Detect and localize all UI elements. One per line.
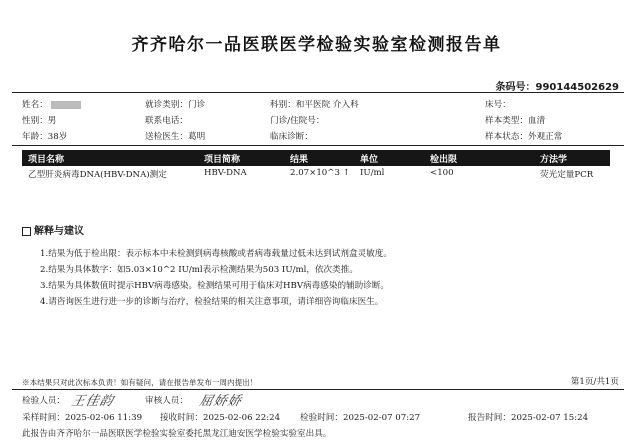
report-time-field <box>468 411 588 423</box>
admission-number-field <box>270 114 324 126</box>
cell-item-name: 乙型肝炎病毒DNA(HBV-DNA)测定 <box>28 170 167 180</box>
bed-field <box>485 98 511 110</box>
gender-field <box>22 114 56 126</box>
receive-time: 2025-02-06 22:24 <box>202 413 281 423</box>
issuer-note: 此报告由齐齐哈尔一品医联医学检验实验室委托黑龙江迪安医学检验实验室出具。 <box>22 429 332 439</box>
barcode-value: 990144502629 <box>535 82 619 93</box>
collect-time-field <box>22 411 142 423</box>
cell-result: 2.07×10^3 ↑ <box>290 168 350 178</box>
report-label: 报告时间： <box>468 413 511 423</box>
note-item: 1.结果为低于检出限：表示标本中未检测到病毒核酸或者病毒载量过低未达到试剂盒灵敏度。 <box>40 249 392 259</box>
reviewer-label: 审核人员： <box>145 396 188 406</box>
info-divider <box>12 145 624 146</box>
sample-status-field <box>485 130 562 142</box>
cell-method: 荧光定量PCR <box>540 170 594 180</box>
age-value: 38岁 <box>47 132 68 142</box>
diagnosis-label: 临床诊断： <box>270 132 313 142</box>
contact-label: 联系电话： <box>145 116 188 126</box>
sample-type-field <box>485 114 545 126</box>
receive-time-field <box>160 411 280 423</box>
note-item: 4.请咨询医生进行进一步的诊断与治疗，检验结果的相关注意事项，请详细咨询临床医生。 <box>40 297 384 307</box>
diagnosis-field <box>270 130 313 142</box>
gender-value: 男 <box>47 116 57 126</box>
sample-type-value: 血清 <box>527 116 546 126</box>
gender-label: 性别： <box>22 116 48 126</box>
header-result: 结果 <box>290 155 309 165</box>
report-title: 齐齐哈尔一品医联医学检验实验室检测报告单 <box>131 35 502 55</box>
notes-title-text: 解释与建议 <box>34 226 84 237</box>
notes-title <box>22 222 84 237</box>
age-label: 年龄： <box>22 132 48 142</box>
test-time: 2025-02-07 07:27 <box>342 413 421 423</box>
name-redacted <box>51 101 81 109</box>
header-divider <box>12 92 624 93</box>
note-item: 2.结果为具体数字：如5.03×10^2 IU/ml表示检测结果为503 IU/ml，依次类推。 <box>40 265 358 275</box>
test-time-field <box>300 411 420 423</box>
sample-type-label: 样本类型： <box>485 116 528 126</box>
cell-limit: <100 <box>430 168 454 178</box>
results-table-header <box>22 150 610 166</box>
test-label: 检验时间： <box>300 413 343 423</box>
visit-type-field <box>145 98 205 110</box>
name-label: 姓名： <box>22 100 48 110</box>
note-item: 3.结果为具体数值时提示HBV病毒感染。检测结果可用于临床对HBV病毒感染的辅助诊断。 <box>40 281 390 291</box>
department-field <box>270 98 359 110</box>
sample-status-value: 外观正常 <box>527 132 563 142</box>
sending-doctor-value: 葛明 <box>187 132 206 142</box>
tester-signature: 王佳韵 <box>69 394 116 409</box>
report-time: 2025-02-07 15:24 <box>510 413 589 423</box>
tester-label: 检验人员： <box>22 396 65 406</box>
header-limit: 检出限 <box>430 155 458 165</box>
sending-doctor-field <box>145 130 205 142</box>
contact-field <box>145 114 188 126</box>
department-value: 和平医院 介入科 <box>295 100 359 110</box>
cell-abbr: HBV-DNA <box>204 168 247 178</box>
disclaimer: ※本结果只对此次标本负责！如有疑问，请在报告单发布一周内提出！ <box>22 378 258 387</box>
header-abbr: 项目简称 <box>204 155 241 165</box>
receive-label: 接收时间： <box>160 413 203 423</box>
name-field <box>22 98 81 110</box>
info-square-icon <box>22 227 31 236</box>
barcode-label: 条码号： <box>495 82 536 93</box>
header-item-name: 项目名称 <box>28 155 65 165</box>
barcode-field <box>496 78 620 93</box>
visit-type-value: 门诊 <box>187 100 206 110</box>
admission-number-label: 门诊/住院号： <box>270 116 325 126</box>
reviewer-signature: 屈娇娇 <box>197 394 244 409</box>
collect-label: 采样时间： <box>22 413 65 423</box>
sample-status-label: 样本状态： <box>485 132 528 142</box>
header-method: 方法学 <box>540 155 568 165</box>
cell-unit: IU/ml <box>360 168 385 178</box>
sending-doctor-label: 送检医生： <box>145 132 188 142</box>
page-indicator: 第1页/共1页 <box>570 377 619 387</box>
department-label: 科别： <box>270 100 296 110</box>
visit-type-label: 就诊类别： <box>145 100 188 110</box>
age-field <box>22 130 67 142</box>
bed-label: 床号： <box>485 100 511 110</box>
header-unit: 单位 <box>360 155 379 165</box>
collect-time: 2025-02-06 11:39 <box>64 413 143 423</box>
